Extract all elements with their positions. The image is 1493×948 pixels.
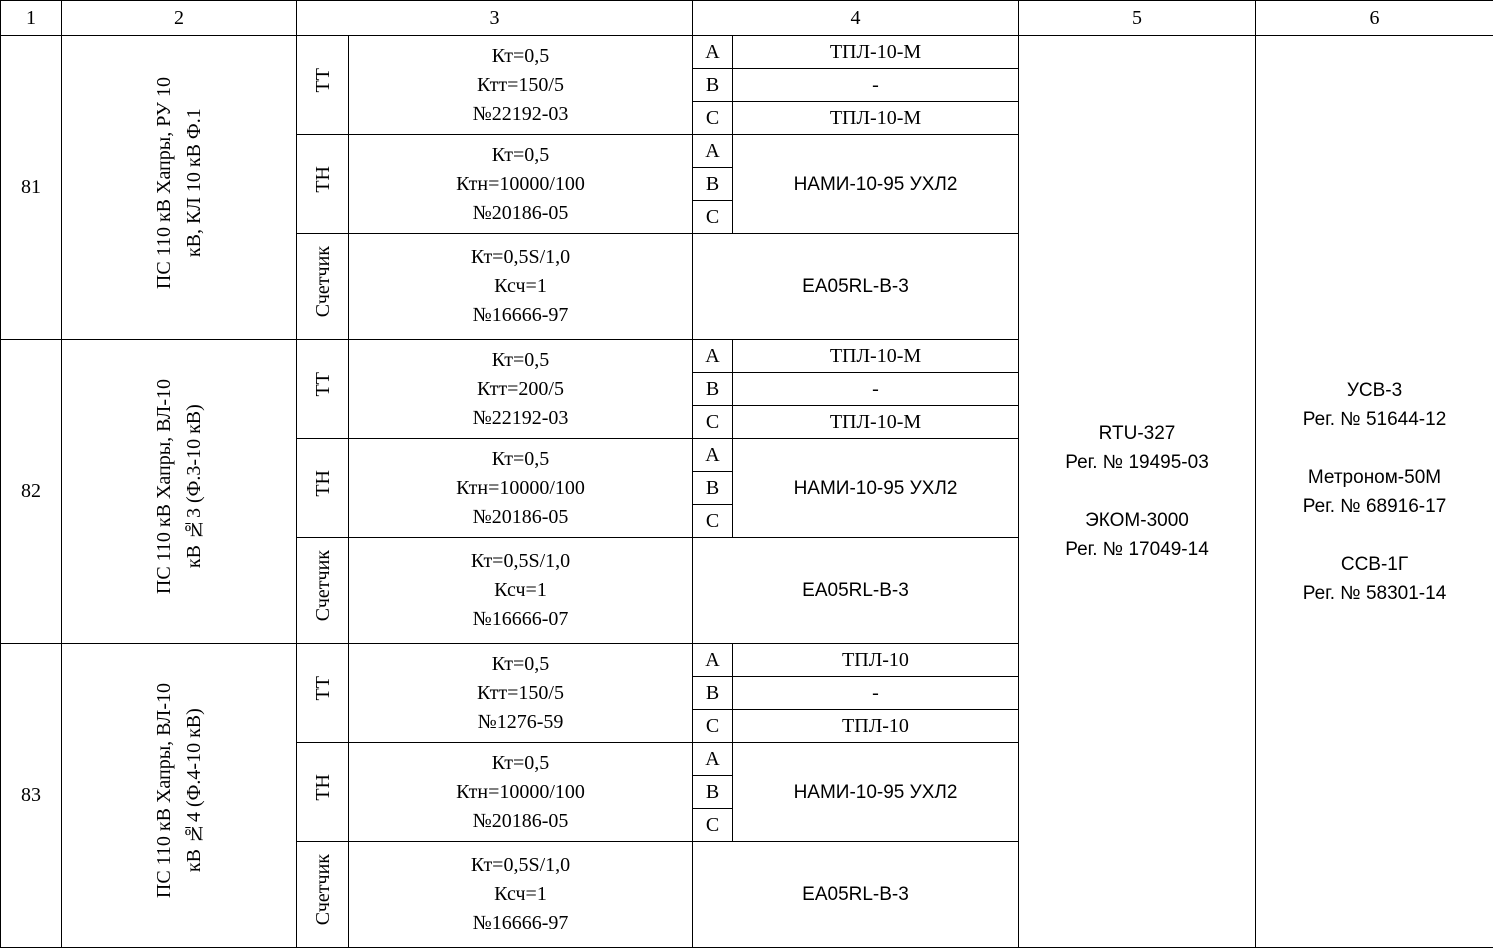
tt-model-a: ТПЛ-10-М <box>733 340 1019 373</box>
tt-ratio: Ктт=150/5 <box>477 681 564 704</box>
tt-accuracy: Кт=0,5 <box>491 44 550 67</box>
tt-accuracy: Кт=0,5 <box>491 348 550 371</box>
header-col-4: 4 <box>693 1 1019 36</box>
meter-params <box>349 842 693 948</box>
phase-b: B <box>693 472 733 505</box>
tt-type: ТТ <box>297 644 349 743</box>
header-col-6: 6 <box>1256 1 1493 36</box>
row-number: 83 <box>1 644 62 948</box>
tt-model-b: - <box>733 373 1019 406</box>
header-col-1: 1 <box>1 1 62 36</box>
meter-type: Счетчик <box>297 234 349 340</box>
tn-type: ТН <box>297 135 349 234</box>
tn-type: ТН <box>297 743 349 842</box>
tt-ratio: Ктт=200/5 <box>477 377 564 400</box>
tn-accuracy: Кт=0,5 <box>491 143 550 166</box>
phase-a: A <box>693 743 733 776</box>
meter-accuracy: Кт=0,5S/1,0 <box>470 550 571 572</box>
tt-reg-number: №22192-03 <box>472 406 569 429</box>
connection-name-line-1: ПС 110 кВ Хапры, РУ 10 <box>153 76 175 290</box>
connection-name <box>62 644 297 948</box>
metronom-model: Метроном-50М <box>1307 466 1442 488</box>
rtu-reg: Рег. № 19495-03 <box>1065 452 1209 473</box>
tt-ratio: Ктт=150/5 <box>477 73 564 96</box>
meter-type: Счетчик <box>297 538 349 644</box>
tn-type: ТН <box>297 439 349 538</box>
header-col-5: 5 <box>1019 1 1256 36</box>
usv-model: УСВ-3 <box>1346 379 1403 401</box>
phase-a: A <box>693 439 733 472</box>
table-row <box>1 36 1493 69</box>
tt-model-a: ТПЛ-10 <box>733 644 1019 677</box>
metronom-reg: Рег. № 68916-17 <box>1302 495 1447 517</box>
meter-model: EA05RL-B-3 <box>693 842 1019 948</box>
phase-a: A <box>693 644 733 677</box>
tt-model-c: ТПЛ-10-М <box>733 102 1019 135</box>
tn-ratio: Ктн=10000/100 <box>456 172 585 195</box>
meter-model: EA05RL-B-3 <box>693 538 1019 644</box>
meter-ratio: Ксч=1 <box>494 579 547 601</box>
meter-reg-number: №16666-97 <box>472 304 569 326</box>
phase-c: C <box>693 809 733 842</box>
tn-model: НАМИ-10-95 УХЛ2 <box>733 135 1019 234</box>
meter-params <box>349 234 693 340</box>
tt-reg-number: №1276-59 <box>477 710 564 733</box>
tn-reg-number: №20186-05 <box>472 505 569 528</box>
meter-reg-number: №16666-97 <box>472 912 569 934</box>
phase-a: A <box>693 135 733 168</box>
tn-accuracy: Кт=0,5 <box>491 751 550 774</box>
phase-c: C <box>693 102 733 135</box>
phase-b: B <box>693 776 733 809</box>
phase-c: C <box>693 406 733 439</box>
phase-c: C <box>693 505 733 538</box>
iv-complex-cell <box>1019 36 1256 948</box>
tt-params <box>349 36 693 135</box>
ekom-model: ЭКОМ-3000 <box>1085 510 1189 531</box>
tt-model-c: ТПЛ-10-М <box>733 406 1019 439</box>
meter-ratio: Ксч=1 <box>494 883 547 905</box>
header-row <box>1 1 1493 36</box>
ssv-reg: Рег. № 58301-14 <box>1302 582 1447 604</box>
usv-reg: Рег. № 51644-12 <box>1302 408 1447 430</box>
ssv-model: ССВ-1Г <box>1340 553 1409 575</box>
meter-reg-number: №16666-07 <box>472 608 569 630</box>
tt-model-c: ТПЛ-10 <box>733 710 1019 743</box>
tn-reg-number: №20186-05 <box>472 201 569 224</box>
tn-reg-number: №20186-05 <box>472 809 569 832</box>
connection-name-line-2: кВ №4 (Ф.4-10 кВ) <box>183 709 205 873</box>
connection-name-line-1: ПС 110 кВ Хапры, ВЛ-10 <box>153 379 175 595</box>
tn-params <box>349 743 693 842</box>
tt-model-b: - <box>733 677 1019 710</box>
connection-name <box>62 340 297 644</box>
rtu-model: RTU-327 <box>1098 423 1176 444</box>
tn-ratio: Ктн=10000/100 <box>456 780 585 803</box>
phase-c: C <box>693 710 733 743</box>
phase-a: A <box>693 36 733 69</box>
connection-name-line-1: ПС 110 кВ Хапры, ВЛ-10 <box>153 683 175 899</box>
tt-params <box>349 340 693 439</box>
header-col-2: 2 <box>62 1 297 36</box>
tt-reg-number: №22192-03 <box>472 102 569 125</box>
tn-ratio: Ктн=10000/100 <box>456 476 585 499</box>
phase-b: B <box>693 373 733 406</box>
phase-c: C <box>693 201 733 234</box>
meter-type: Счетчик <box>297 842 349 948</box>
tn-params <box>349 135 693 234</box>
tn-accuracy: Кт=0,5 <box>491 447 550 470</box>
phase-b: B <box>693 168 733 201</box>
meter-accuracy: Кт=0,5S/1,0 <box>470 854 571 876</box>
tn-params <box>349 439 693 538</box>
phase-a: A <box>693 340 733 373</box>
time-sync-cell <box>1256 36 1493 948</box>
tt-type: ТТ <box>297 36 349 135</box>
row-number: 81 <box>1 36 62 340</box>
tn-model: НАМИ-10-95 УХЛ2 <box>733 743 1019 842</box>
tt-accuracy: Кт=0,5 <box>491 652 550 675</box>
connection-name-line-2: кВ №3 (Ф.3-10 кВ) <box>183 405 205 569</box>
tt-type: ТТ <box>297 340 349 439</box>
connection-name-line-2: кВ, КЛ 10 кВ Ф.1 <box>183 108 205 258</box>
phase-b: B <box>693 69 733 102</box>
meter-model: EA05RL-B-3 <box>693 234 1019 340</box>
connection-name <box>62 36 297 340</box>
header-col-3: 3 <box>297 1 693 36</box>
tt-params <box>349 644 693 743</box>
meter-ratio: Ксч=1 <box>494 275 547 297</box>
meter-accuracy: Кт=0,5S/1,0 <box>470 246 571 268</box>
tt-model-b: - <box>733 69 1019 102</box>
tt-model-a: ТПЛ-10-М <box>733 36 1019 69</box>
tn-model: НАМИ-10-95 УХЛ2 <box>733 439 1019 538</box>
meter-params <box>349 538 693 644</box>
phase-b: B <box>693 677 733 710</box>
row-number: 82 <box>1 340 62 644</box>
ekom-reg: Рег. № 17049-14 <box>1065 539 1209 560</box>
